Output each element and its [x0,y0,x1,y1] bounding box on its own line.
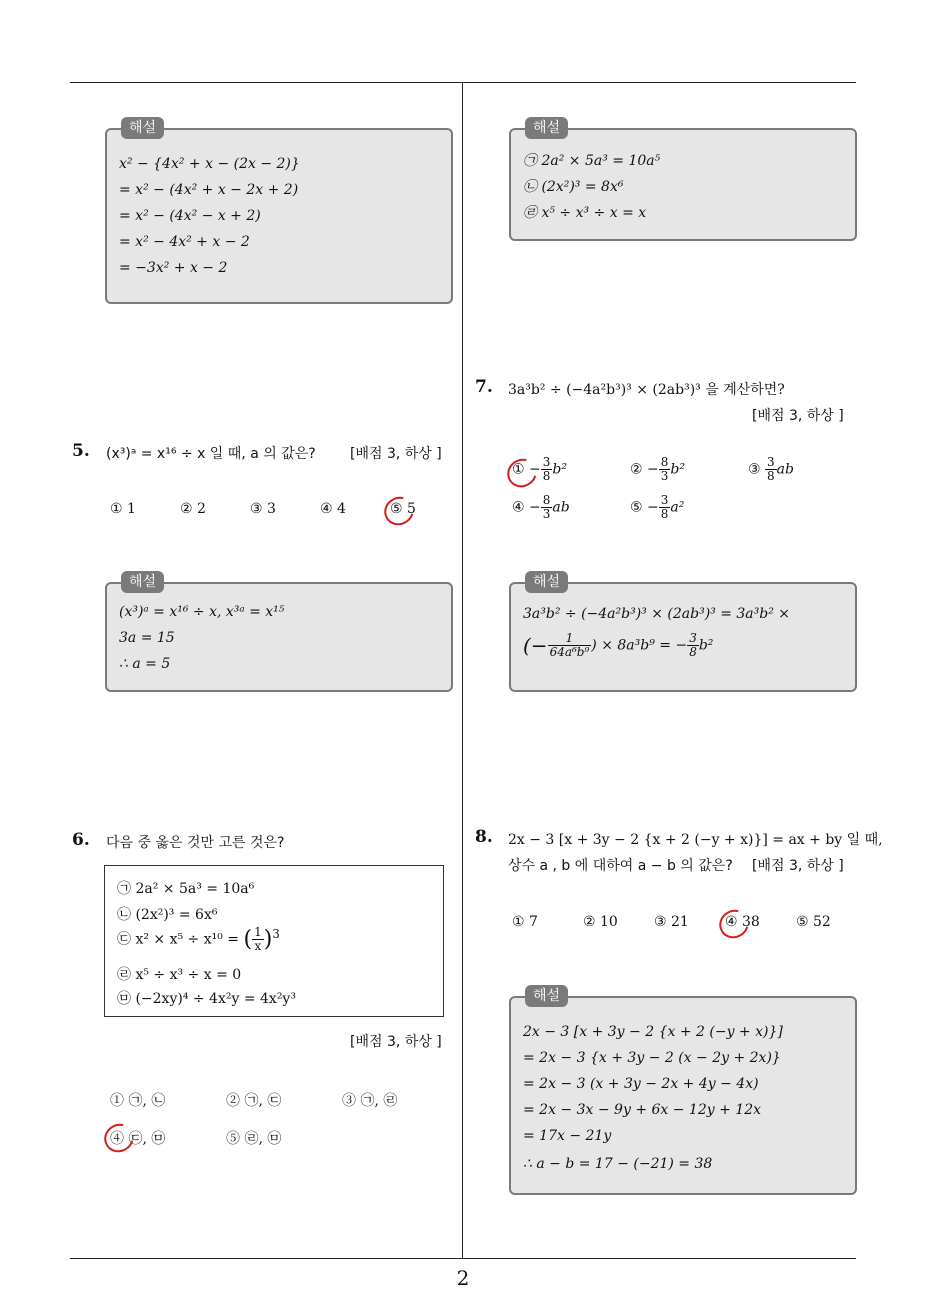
question-text: 다음 중 옳은 것만 고른 것은? [106,835,285,851]
solution-line [523,632,713,659]
option[interactable]: ③ ㉠, ㉣ [342,1093,398,1109]
fraction [659,494,671,521]
solution-text: ) × 8a³b⁹ = − [591,637,688,654]
question-number: 6. [72,830,90,850]
solution-box-prev-right [509,120,857,241]
denominator: 3 [542,507,551,521]
question-number: 8. [475,827,493,847]
option[interactable]: ③ 21 [654,914,689,930]
solution-line: = −3x² + x − 2 [119,260,228,276]
statement: ㉡ (2x²)³ = 6x⁶ [117,907,218,923]
solution-line: = x² − (4x² − x + 2) [119,208,261,224]
option-mark: ② [630,461,643,478]
solution-line: = 17x − 21y [523,1128,612,1144]
numerator: 1 [548,632,592,646]
question-meta: [배점 3, 하상 ] [752,858,844,874]
option[interactable]: ④ 38 [725,914,760,930]
paren: ) [263,927,273,952]
fraction [659,456,671,483]
denominator: 8 [767,469,775,483]
solution-box-q5 [105,574,453,692]
option-sign: − [529,461,541,478]
option[interactable]: ② 2 [180,501,206,517]
solution-line: 3a = 15 [119,630,175,646]
option[interactable]: ⑤ 5 [390,501,416,517]
statement-box [104,865,444,1017]
statement: ㉠ 2a² × 5a³ = 10a⁶ [117,881,255,897]
answer-mark-circle [99,1118,139,1157]
solution-line: = x² − 4x² + x − 2 [119,234,250,250]
option-mark: ① [512,461,525,478]
solution-label: 해설 [525,985,568,1007]
option[interactable]: ④ 4 [320,501,346,517]
fraction [765,456,777,483]
option[interactable]: ⑤ 52 [796,914,831,930]
question-text: 2x − 3 [x + 3y − 2 {x + 2 (−y + x)}] = ax + by 일 때, [508,832,883,848]
solution-line: 3a³b² ÷ (−4a²b³)³ × (2ab³)³ = 3a³b² × [523,606,791,622]
statement [117,926,280,953]
solution-line: ㉣ x⁵ ÷ x³ ÷ x = x [523,205,647,221]
numerator: 3 [689,631,697,645]
bottom-rule [70,1258,856,1259]
question-number: 5. [72,441,90,461]
option[interactable]: ③ 3 [250,501,276,517]
solution-line: = 2x − 3x − 9y + 6x − 12y + 12x [523,1102,761,1118]
solution-line: x² − {4x² + x − (2x − 2)} [119,156,300,172]
denominator: x [254,939,262,953]
option-rest: b² [552,461,567,478]
option-rest: ab [776,461,794,478]
question-meta: [배점 3, 하상 ] [350,446,442,462]
fraction [548,632,592,659]
solution-line: 2x − 3 [x + 3y − 2 {x + 2 (−y + x)}] [523,1024,783,1040]
solution-text: (− [523,633,548,658]
solution-label: 해설 [525,117,568,139]
option-mark: ③ [748,461,761,478]
option-mark: ⑤ [630,499,643,516]
answer-mark-circle [714,904,754,943]
numerator: 3 [542,455,551,469]
solution-text: b² [698,637,714,654]
denominator: 8 [660,507,669,521]
denominator: 64a⁶b⁹ [549,645,590,659]
numerator: 8 [542,493,551,507]
solution-line: ∴ a = 5 [119,656,171,672]
fraction [541,456,553,483]
page-number: 2 [456,1266,470,1290]
question-text: 3a³b² ÷ (−4a²b³)³ × (2ab³)³ 을 계산하면? [508,382,785,398]
numerator: 3 [767,455,775,469]
question-number: 7. [475,377,493,397]
option[interactable]: ② ㉠, ㉢ [226,1093,282,1109]
solution-label: 해설 [121,117,164,139]
solution-line: ∴ a − b = 17 − (−21) = 38 [523,1156,713,1172]
question-meta: [배점 3, 하상 ] [350,1034,442,1050]
statement: ㉤ (−2xy)⁴ ÷ 4x²y = 4x²y³ [117,991,296,1007]
option-sign: − [529,499,541,516]
solution-box-prev-left [105,120,453,304]
statement: ㉣ x⁵ ÷ x³ ÷ x = 0 [117,967,242,983]
column-divider [462,82,463,1258]
solution-label: 해설 [121,571,164,593]
question-meta: [배점 3, 하상 ] [752,408,844,424]
option-rest: b² [670,461,685,478]
option[interactable] [630,494,684,521]
option-rest: a² [670,499,685,516]
statement-text: ㉢ x² × x⁵ ÷ x¹⁰ = [117,931,244,948]
solution-line: ㉡ (2x²)³ = 8x⁶ [523,179,624,195]
option[interactable]: ② 10 [583,914,618,930]
option[interactable] [512,494,570,521]
denominator: 8 [689,645,697,659]
option[interactable] [630,456,685,483]
option[interactable] [748,456,794,483]
exponent: 3 [272,926,280,941]
option[interactable]: ① 7 [512,914,538,930]
option[interactable]: ④ ㉢, ㉤ [110,1131,166,1147]
denominator: 3 [660,469,669,483]
top-rule [70,82,856,83]
solution-line: = 2x − 3 {x + 3y − 2 (x − 2y + 2x)} [523,1050,781,1066]
fraction [687,632,699,659]
numerator: 1 [254,925,262,939]
solution-box-q7 [509,574,857,692]
option-sign: − [647,461,659,478]
option[interactable]: ① 1 [110,501,136,517]
numerator: 3 [660,493,669,507]
solution-label: 해설 [525,571,568,593]
paren: ( [243,927,253,952]
solution-line: = 2x − 3 (x + 3y − 2x + 4y − 4x) [523,1076,759,1092]
solution-box-q8 [509,988,857,1195]
denominator: 8 [542,469,551,483]
question-text: 상수 a , b 에 대하여 a − b 의 값은? [508,858,733,874]
fraction [541,494,553,521]
solution-line: ㉠ 2a² × 5a³ = 10a⁵ [523,153,661,169]
option-rest: ab [552,499,570,516]
fraction [252,926,264,953]
numerator: 8 [660,455,669,469]
option-mark: ④ [512,499,525,516]
solution-line: = x² − (4x² + x − 2x + 2) [119,182,299,198]
answer-mark-circle [379,491,419,530]
option[interactable]: ① ㉠, ㉡ [110,1093,166,1109]
question-text: (x³)ᵃ = x¹⁶ ÷ x 일 때, a 의 값은? [106,446,316,462]
solution-line: (x³)ᵃ = x¹⁶ ÷ x, x³ᵃ = x¹⁵ [119,604,285,620]
option-sign: − [647,499,659,516]
option[interactable]: ⑤ ㉣, ㉤ [226,1131,282,1147]
